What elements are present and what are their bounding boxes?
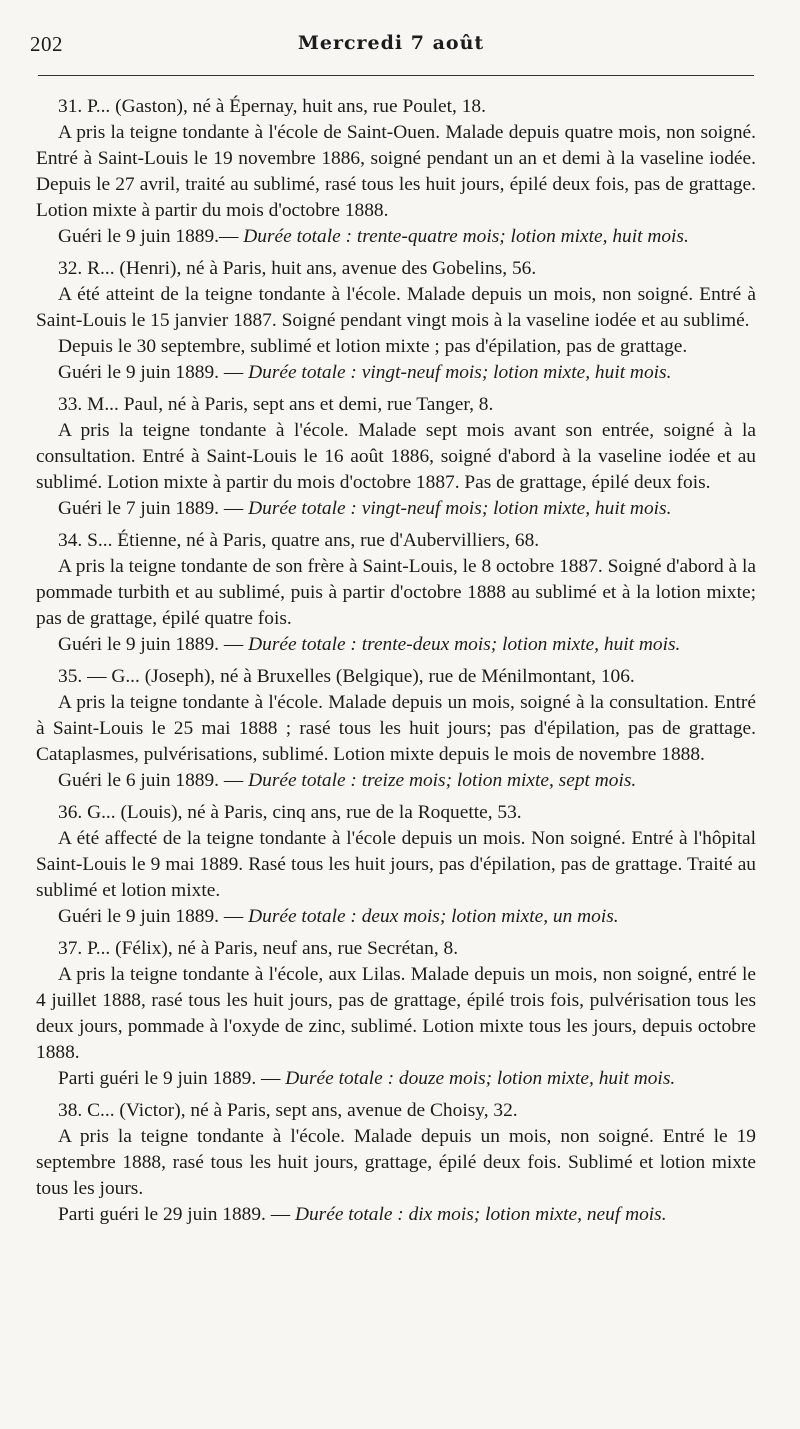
outcome-duration: Durée totale : douze mois; lotion mixte, huit mois.: [285, 1068, 676, 1089]
outcome-duration: Durée totale : dix mois; lotion mixte, neuf mois.: [294, 1204, 667, 1225]
case-outcome: [36, 1066, 756, 1092]
case-entry: [36, 256, 756, 386]
case-intro: 38. C... (Victor), né à Paris, sept ans, avenue de Choisy, 32.: [58, 1100, 518, 1121]
outcome-date: Guéri le 9 juin 1889. —: [58, 362, 244, 383]
outcome-date: Guéri le 9 juin 1889. —: [58, 906, 244, 927]
outcome-date: Guéri le 9 juin 1889.—: [58, 226, 239, 247]
page-number: 202: [30, 32, 63, 56]
outcome-duration: Durée totale : trente-quatre mois; lotion mixte, huit mois.: [243, 226, 689, 247]
case-outcome: [36, 496, 756, 522]
case-paragraph: A été affecté de la teigne tondante à l'école depuis un mois. Non soigné. Entré à l'hôpital Saint-Louis le 9 mai 1889. Rasé tous les huit jours, pas d'épilation, pas de grattage. Traité au sublimé et lotion mixte.: [36, 828, 756, 901]
document-body: [36, 94, 756, 1234]
outcome-duration: Durée totale : trente-deux mois; lotion mixte, huit mois.: [248, 634, 681, 655]
case-entry: [36, 94, 756, 250]
case-intro: 34. S... Étienne, né à Paris, quatre ans, rue d'Aubervilliers, 68.: [58, 530, 540, 551]
case-paragraph: A pris la teigne tondante à l'école, aux Lilas. Malade depuis un mois, non soigné, entré le 4 juillet 1888, rasé tous les huit jours, pas de grattage, épilé trois fois, pulvérisation tous les deux jours, pommade à l'oxyde de zinc, sublimé. Lotion mixte tous les jours, depuis octobre 1888.: [36, 964, 756, 1063]
case-paragraph: Depuis le 30 septembre, sublimé et lotion mixte ; pas d'épilation, pas de grattage.: [58, 336, 688, 357]
outcome-date: Parti guéri le 29 juin 1889. —: [58, 1204, 291, 1225]
case-outcome: [36, 1202, 756, 1228]
case-entry: [36, 800, 756, 930]
case-intro: 31. P... (Gaston), né à Épernay, huit ans, rue Poulet, 18.: [58, 96, 486, 117]
outcome-date: Guéri le 7 juin 1889. —: [58, 498, 244, 519]
case-outcome: [36, 904, 756, 930]
page-header: [30, 30, 752, 64]
case-paragraph: A pris la teigne tondante à l'école. Malade depuis un mois, soigné à la consultation. Entré à Saint-Louis le 25 mai 1888 ; rasé tous les huit jours; pas d'épilation, pas de grattage. Cataplasmes, pulvérisations, sublimé. Lotion mixte depuis le mois de novembre 1888.: [36, 692, 756, 765]
case-intro: 37. P... (Félix), né à Paris, neuf ans, rue Secrétan, 8.: [58, 938, 459, 959]
case-outcome: [36, 224, 756, 250]
case-entry: [36, 392, 756, 522]
outcome-duration: Durée totale : vingt-neuf mois; lotion mixte, huit mois.: [248, 362, 672, 383]
outcome-duration: Durée totale : deux mois; lotion mixte, un mois.: [248, 906, 619, 927]
case-intro: 32. R... (Henri), né à Paris, huit ans, avenue des Gobelins, 56.: [58, 258, 537, 279]
case-paragraph: A pris la teigne tondante de son frère à Saint-Louis, le 8 octobre 1887. Soigné d'abord à la pommade turbith et au sublimé, puis à partir d'octobre 1888 au sublimé et à la lotion mixte; pas de grattage, épilé quatre fois.: [36, 556, 756, 629]
outcome-date: Guéri le 6 juin 1889. —: [58, 770, 244, 791]
case-entry: [36, 528, 756, 658]
case-paragraph: A pris la teigne tondante à l'école de Saint-Ouen. Malade depuis quatre mois, non soigné. Entré à Saint-Louis le 19 novembre 1886, soigné pendant un an et demi à la vaseline iodée. Depuis le 27 avril, traité au sublimé, rasé tous les huit jours, épilé deux fois, pas de grattage. Lotion mixte à partir du mois d'octobre 1888.: [36, 122, 756, 221]
outcome-date: Parti guéri le 9 juin 1889. —: [58, 1068, 281, 1089]
case-paragraph: A pris la teigne tondante à l'école. Malade sept mois avant son entrée, soigné à la consultation. Entré à Saint-Louis le 16 août 1886, soigné d'abord à la vaseline iodée et au sublimé. Lotion mixte à partir du mois d'octobre 1887. Pas de grattage, épilé deux fois.: [36, 420, 756, 493]
outcome-date: Guéri le 9 juin 1889. —: [58, 634, 244, 655]
outcome-duration: Durée totale : vingt-neuf mois; lotion mixte, huit mois.: [248, 498, 672, 519]
outcome-duration: Durée totale : treize mois; lotion mixte, sept mois.: [248, 770, 637, 791]
header-rule: [38, 75, 754, 76]
case-intro: 33. M... Paul, né à Paris, sept ans et demi, rue Tanger, 8.: [58, 394, 494, 415]
case-outcome: [36, 768, 756, 794]
case-paragraph: A été atteint de la teigne tondante à l'école. Malade depuis un mois, non soigné. Entré à Saint-Louis le 15 janvier 1887. Soigné pendant vingt mois à la vaseline iodée et au sublimé.: [36, 284, 756, 331]
case-intro: 35. — G... (Joseph), né à Bruxelles (Belgique), rue de Ménilmontant, 106.: [58, 666, 635, 687]
case-entry: [36, 664, 756, 794]
running-head: Mercredi 7 août: [297, 32, 485, 54]
case-outcome: [36, 360, 756, 386]
case-outcome: [36, 632, 756, 658]
case-paragraph: A pris la teigne tondante à l'école. Malade depuis un mois, non soigné. Entré le 19 septembre 1888, rasé tous les huit jours, grattage, épilé deux fois. Sublimé et lotion mixte tous les jours.: [36, 1126, 756, 1199]
case-entry: [36, 936, 756, 1092]
case-intro: 36. G... (Louis), né à Paris, cinq ans, rue de la Roquette, 53.: [58, 802, 522, 823]
case-entry: [36, 1098, 756, 1228]
